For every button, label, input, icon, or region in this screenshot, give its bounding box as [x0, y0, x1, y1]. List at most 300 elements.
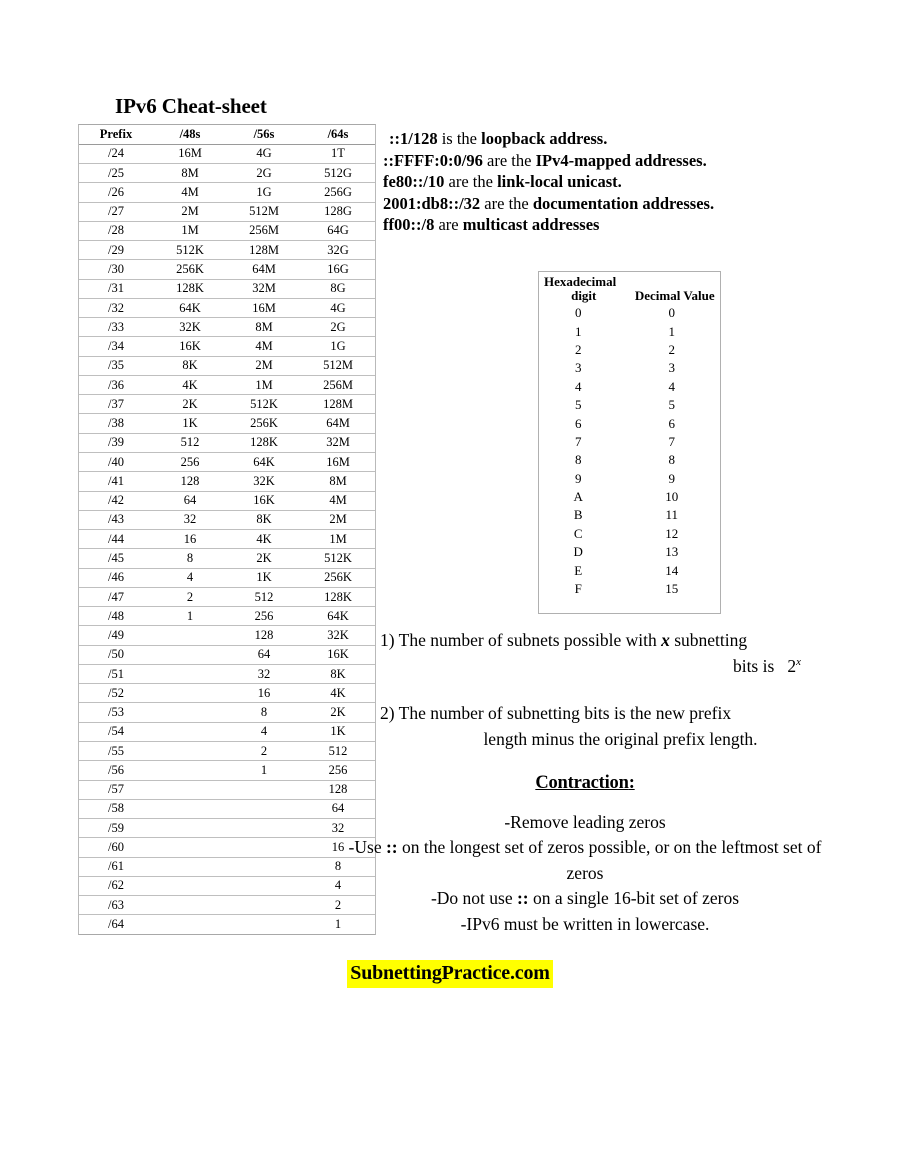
footer: [0, 960, 900, 988]
hex-digit-cell: 0: [575, 305, 582, 321]
hex-table-row: [539, 470, 720, 488]
note-subnetting-bits: [380, 701, 823, 752]
decimal-value-cell: 2: [668, 341, 675, 357]
prefix-cell: /33: [79, 318, 153, 337]
count-64s-cell: 32K: [301, 626, 375, 645]
prefix-cell: /50: [79, 645, 153, 664]
table-row: [79, 530, 375, 549]
count-48s-cell: 1M: [153, 221, 227, 240]
prefix-cell: /39: [79, 433, 153, 452]
prefix-cell: /64: [108, 917, 124, 932]
count-64s-cell: 1K: [301, 722, 375, 741]
hex-table-row: [539, 451, 720, 469]
prefix-cell: /45: [79, 549, 153, 568]
note1-power-exponent: x: [796, 655, 801, 668]
count-64s-cell: 16K: [301, 645, 375, 664]
prefix-table: [78, 124, 376, 935]
contraction-heading: [345, 770, 825, 797]
count-48s-cell: [153, 645, 227, 664]
hex-digit-cell: C: [573, 525, 583, 541]
count-48s-cell: [153, 819, 227, 838]
hex-digit-cell: F: [574, 581, 582, 597]
count-56s-cell: 64: [227, 645, 301, 664]
contraction-rules-list: [345, 810, 825, 938]
count-48s-cell: 8M: [153, 164, 227, 183]
table-row: [79, 414, 375, 433]
count-56s-cell: 512M: [227, 202, 301, 221]
hex-table-row: [539, 525, 720, 543]
count-48s-cell: 64K: [153, 298, 227, 317]
decimal-value-cell: 15: [665, 581, 679, 597]
count-64s-cell: 1T: [301, 144, 375, 163]
count-64s-cell: 64: [301, 799, 375, 818]
count-48s-cell: 4: [153, 568, 227, 587]
count-56s-cell: 64K: [227, 453, 301, 472]
hex-digit-cell: 7: [575, 433, 582, 449]
count-56s-cell: 256K: [227, 414, 301, 433]
prefix-cell: /52: [79, 684, 153, 703]
column-header-48s: /48s: [153, 125, 227, 144]
count-64s-cell: 1M: [301, 530, 375, 549]
table-row: [79, 202, 375, 221]
decimal-value-cell: 12: [665, 525, 679, 541]
count-64s-cell: 4M: [301, 491, 375, 510]
address-term: documentation addresses.: [532, 193, 715, 213]
count-48s-cell: 8K: [153, 356, 227, 375]
hex-header-line2: digit: [571, 288, 597, 303]
address-note-ipv4-mapped: [383, 150, 823, 172]
count-64s-cell: 64M: [301, 414, 375, 433]
count-56s-cell: 2: [227, 742, 301, 761]
address-term: IPv4-mapped addresses.: [535, 150, 707, 170]
decimal-value-cell: 9: [668, 470, 675, 486]
count-48s-cell: 1: [153, 607, 227, 626]
prefix-cell: /38: [79, 414, 153, 433]
count-48s-cell: 256K: [153, 260, 227, 279]
count-48s-cell: [153, 915, 227, 934]
contraction-title-colon: :: [628, 773, 635, 793]
decimal-value-cell: 1: [668, 323, 675, 339]
count-56s-cell: 16K: [227, 491, 301, 510]
count-48s-cell: [153, 876, 227, 895]
count-64s-cell: 64G: [301, 221, 375, 240]
decimal-value-cell: 8: [668, 452, 675, 468]
decimal-value-cell: 7: [668, 433, 675, 449]
count-56s-cell: 16: [227, 684, 301, 703]
count-64s-cell: 4G: [301, 298, 375, 317]
hex-table-row: [539, 322, 720, 340]
hex-table-row: [539, 488, 720, 506]
count-48s-cell: 2: [153, 587, 227, 606]
count-56s-cell: 2K: [227, 549, 301, 568]
table-row: [79, 356, 375, 375]
count-48s-cell: 32K: [153, 318, 227, 337]
table-row: [79, 780, 375, 799]
hex-table-row: [539, 543, 720, 561]
note1-text-a: 1) The number of subnets possible with: [380, 630, 662, 650]
table-row: [79, 144, 375, 163]
count-64s-cell: 512M: [301, 356, 375, 375]
count-64s-cell: 16: [301, 838, 375, 857]
table-row: [79, 915, 375, 934]
address-note-documentation: [383, 193, 823, 215]
prefix-cell: /27: [79, 202, 153, 221]
table-row: [79, 896, 375, 915]
hex-table-row: [539, 414, 720, 432]
count-56s-cell: 1M: [227, 375, 301, 394]
hex-digit-cell: 4: [575, 378, 582, 394]
prefix-cell: /28: [79, 221, 153, 240]
prefix-cell: /56: [79, 761, 153, 780]
column-header-56s: /56s: [227, 125, 301, 144]
column-header-hex-digit: [539, 275, 630, 304]
contraction-rule-remove-leading-zeros: -Remove leading zeros: [504, 811, 666, 832]
count-64s-cell: 32G: [301, 241, 375, 260]
address-term: loopback address.: [481, 129, 608, 148]
table-row: [79, 375, 375, 394]
prefix-cell: /59: [79, 819, 153, 838]
count-64s-cell: 128K: [301, 587, 375, 606]
table-row: [79, 607, 375, 626]
count-48s-cell: 16M: [153, 144, 227, 163]
rule2-text-a: -Use: [348, 837, 386, 857]
prefix-cell: /47: [79, 587, 153, 606]
prefix-cell: /43: [79, 510, 153, 529]
decimal-value-cell: 11: [665, 507, 679, 523]
count-48s-cell: 128: [153, 472, 227, 491]
table-row: [79, 549, 375, 568]
count-64s-cell: 2G: [301, 318, 375, 337]
hex-table-row: [539, 378, 720, 396]
count-48s-cell: 64: [153, 491, 227, 510]
prefix-cell: /44: [79, 530, 153, 549]
hex-digit-cell: E: [574, 562, 583, 578]
contraction-section: [345, 770, 825, 937]
address-prefix: 2001:db8::/32: [383, 193, 481, 213]
count-64s-cell: 512G: [301, 164, 375, 183]
count-48s-cell: [153, 838, 227, 857]
address-prefix: ff00::/8: [383, 215, 435, 235]
hex-table-row: [539, 304, 720, 322]
hex-header-line1: Hexadecimal: [544, 274, 617, 289]
table-row: [79, 472, 375, 491]
count-64s-cell: 2K: [301, 703, 375, 722]
count-56s-cell: 2M: [227, 356, 301, 375]
prefix-cell: /35: [79, 356, 153, 375]
decimal-value-cell: 6: [668, 415, 675, 431]
address-notes-list: [383, 128, 823, 236]
decimal-value-cell: 4: [668, 378, 675, 394]
address-note-link-local: [383, 171, 823, 193]
table-row: [79, 703, 375, 722]
count-48s-cell: [153, 799, 227, 818]
count-48s-cell: [153, 703, 227, 722]
count-56s-cell: 256: [227, 607, 301, 626]
table-row: [79, 395, 375, 414]
prefix-cell: /42: [79, 491, 153, 510]
count-64s-cell: 4: [301, 876, 375, 895]
address-note-multicast: [383, 214, 823, 236]
column-header-decimal-value: Decimal Value: [634, 288, 715, 303]
hex-table-row: [539, 396, 720, 414]
count-56s-cell: 4K: [227, 530, 301, 549]
count-64s-cell: 128M: [301, 395, 375, 414]
hexadecimal-table: [538, 271, 721, 614]
address-connector: are: [434, 215, 463, 235]
table-row: [79, 260, 375, 279]
address-term: link-local unicast.: [497, 172, 622, 192]
count-48s-cell: [153, 742, 227, 761]
count-64s-cell: 4K: [301, 684, 375, 703]
count-56s-cell: [227, 819, 301, 838]
count-64s-cell: 256M: [301, 375, 375, 394]
count-64s-cell: 128G: [301, 202, 375, 221]
decimal-value-cell: 10: [665, 489, 679, 505]
count-48s-cell: [153, 626, 227, 645]
rule3-text-b: on a single 16-bit set of zeros: [528, 888, 740, 908]
rule2-double-colon: ::: [385, 837, 398, 857]
count-56s-cell: [227, 915, 301, 934]
table-row: [79, 799, 375, 818]
decimal-value-cell: 14: [665, 562, 679, 578]
prefix-cell: /30: [79, 260, 153, 279]
count-56s-cell: 4G: [227, 144, 301, 163]
hex-digit-cell: 6: [575, 415, 582, 431]
table-row: [79, 645, 375, 664]
prefix-cell: /63: [79, 896, 153, 915]
count-56s-cell: 1: [227, 761, 301, 780]
prefix-cell: /25: [79, 164, 153, 183]
prefix-cell: /61: [79, 857, 153, 876]
count-48s-cell: [153, 761, 227, 780]
count-64s-cell: 8: [301, 857, 375, 876]
count-56s-cell: [227, 799, 301, 818]
prefix-cell: /55: [79, 742, 153, 761]
table-row: [79, 241, 375, 260]
contraction-rule-longest-zeros: [345, 835, 825, 886]
count-48s-cell: [153, 780, 227, 799]
address-connector: are the: [444, 172, 498, 192]
count-64s-cell: 2: [301, 896, 375, 915]
hex-table-row: [539, 561, 720, 579]
count-64s-cell: 8M: [301, 472, 375, 491]
count-48s-cell: [153, 857, 227, 876]
count-48s-cell: [153, 664, 227, 683]
prefix-cell: /41: [79, 472, 153, 491]
count-48s-cell: 4K: [153, 375, 227, 394]
hex-digit-cell: A: [573, 489, 583, 505]
table-row: [79, 491, 375, 510]
count-56s-cell: 8: [227, 703, 301, 722]
count-56s-cell: [227, 838, 301, 857]
count-56s-cell: 256M: [227, 221, 301, 240]
note1-variable: x: [661, 630, 670, 650]
count-64s-cell: 512K: [301, 549, 375, 568]
prefix-cell: /32: [79, 298, 153, 317]
prefix-cell: /46: [79, 568, 153, 587]
count-48s-cell: 16: [153, 530, 227, 549]
count-56s-cell: 128M: [227, 241, 301, 260]
column-header-prefix: Prefix: [79, 125, 153, 144]
count-64s-cell: 512: [301, 742, 375, 761]
table-row: [79, 183, 375, 202]
count-56s-cell: 32M: [227, 279, 301, 298]
count-64s-cell: 16M: [301, 453, 375, 472]
hex-digit-cell: 9: [575, 470, 582, 486]
count-64s-cell: 2M: [301, 510, 375, 529]
hex-table-row: [539, 433, 720, 451]
count-56s-cell: 512: [227, 587, 301, 606]
table-row: [79, 568, 375, 587]
address-prefix: ::1/128: [389, 129, 438, 148]
note2-line1: 2) The number of subnetting bits is the new prefix: [380, 703, 732, 723]
count-56s-cell: [227, 857, 301, 876]
count-64s-cell: 1: [334, 917, 342, 932]
count-56s-cell: [227, 896, 301, 915]
prefix-cell: /29: [79, 241, 153, 260]
count-64s-cell: 256: [301, 761, 375, 780]
count-48s-cell: 128K: [153, 279, 227, 298]
address-connector: are the: [482, 150, 536, 170]
note2-line2: length minus the original prefix length.: [483, 728, 758, 749]
count-48s-cell: 8: [153, 549, 227, 568]
address-prefix: ::FFFF:0:0/96: [383, 150, 483, 170]
note1-bits-is: bits is: [732, 655, 779, 676]
prefix-cell: /31: [79, 279, 153, 298]
hex-digit-cell: D: [573, 544, 583, 560]
note1-power-base: 2: [787, 655, 797, 676]
count-64s-cell: 128: [301, 780, 375, 799]
count-64s-cell: 64K: [301, 607, 375, 626]
count-64s-cell: 256K: [301, 568, 375, 587]
note1-text-b: subnetting: [669, 630, 748, 650]
prefix-cell: /48: [79, 607, 153, 626]
hex-table-header-row: [539, 275, 720, 304]
prefix-cell: /36: [79, 375, 153, 394]
numbered-notes: [380, 628, 823, 752]
prefix-table-header-row: [79, 125, 375, 144]
count-48s-cell: 1K: [153, 414, 227, 433]
hex-digit-cell: 3: [575, 360, 582, 376]
table-row: [79, 587, 375, 606]
table-row: [79, 684, 375, 703]
prefix-cell: /58: [79, 799, 153, 818]
count-56s-cell: 512K: [227, 395, 301, 414]
count-56s-cell: 16M: [227, 298, 301, 317]
table-row: [79, 279, 375, 298]
hex-table-row: [539, 506, 720, 524]
hex-digit-cell: 1: [575, 323, 582, 339]
count-56s-cell: 1K: [227, 568, 301, 587]
count-48s-cell: 256: [153, 453, 227, 472]
count-48s-cell: 512K: [153, 241, 227, 260]
count-48s-cell: 4M: [153, 183, 227, 202]
count-56s-cell: 32K: [227, 472, 301, 491]
hex-table-row: [539, 580, 720, 598]
count-56s-cell: 128K: [227, 433, 301, 452]
decimal-value-cell: 5: [668, 397, 675, 413]
prefix-cell: /40: [79, 453, 153, 472]
prefix-cell: /49: [79, 626, 153, 645]
prefix-cell: /24: [79, 144, 153, 163]
table-row: [79, 453, 375, 472]
note1-line2: [380, 654, 823, 680]
contraction-rule-lowercase: -IPv6 must be written in lowercase.: [460, 913, 710, 934]
decimal-value-cell: 3: [668, 360, 675, 376]
count-56s-cell: 64M: [227, 260, 301, 279]
count-56s-cell: 4: [227, 722, 301, 741]
count-64s-cell: 32M: [301, 433, 375, 452]
rule3-text-a: -Do not use: [430, 888, 517, 908]
table-row: [79, 164, 375, 183]
note-subnets-formula: [380, 628, 823, 679]
decimal-value-cell: 13: [665, 544, 679, 560]
count-64s-cell: 16G: [301, 260, 375, 279]
count-64s-cell: 1G: [301, 337, 375, 356]
hex-table-row: [539, 359, 720, 377]
count-56s-cell: 1G: [227, 183, 301, 202]
hex-digit-cell: 8: [575, 452, 582, 468]
prefix-cell: /37: [79, 395, 153, 414]
count-48s-cell: 2M: [153, 202, 227, 221]
address-prefix: fe80::/10: [383, 172, 445, 192]
table-row: [79, 433, 375, 452]
table-row: [79, 318, 375, 337]
count-64s-cell: 8G: [301, 279, 375, 298]
table-row: [79, 742, 375, 761]
prefix-cell: /54: [79, 722, 153, 741]
count-48s-cell: [153, 684, 227, 703]
count-48s-cell: [153, 722, 227, 741]
prefix-cell: /26: [79, 183, 153, 202]
table-row: [79, 819, 375, 838]
count-56s-cell: 8M: [227, 318, 301, 337]
decimal-value-cell: 0: [668, 305, 675, 321]
count-48s-cell: [153, 896, 227, 915]
prefix-cell: /51: [79, 664, 153, 683]
contraction-rule-single-group: [345, 886, 825, 912]
count-48s-cell: 512: [153, 433, 227, 452]
count-48s-cell: 32: [153, 510, 227, 529]
count-48s-cell: 2K: [153, 395, 227, 414]
page-title: IPv6 Cheat-sheet: [115, 94, 267, 118]
table-row: [79, 510, 375, 529]
prefix-cell: /53: [79, 703, 153, 722]
column-header-64s: /64s: [301, 125, 375, 144]
prefix-cell: /60: [79, 838, 153, 857]
table-row: [79, 857, 375, 876]
site-link[interactable]: SubnettingPractice.com: [347, 960, 552, 988]
table-row: [79, 337, 375, 356]
table-row: [79, 838, 375, 857]
prefix-cell: /57: [79, 780, 153, 799]
table-row: [79, 876, 375, 895]
prefix-cell: /62: [79, 876, 153, 895]
table-row: [79, 761, 375, 780]
address-connector: are the: [480, 193, 533, 213]
rule3-double-colon: ::: [516, 888, 529, 908]
count-64s-cell: 256G: [301, 183, 375, 202]
count-64s-cell: 8K: [301, 664, 375, 683]
rule2-text-b: on the longest set of zeros possible, or on the leftmost set of zeros: [397, 837, 822, 883]
address-connector: is the: [437, 129, 482, 148]
table-row: [79, 221, 375, 240]
count-56s-cell: 128: [227, 626, 301, 645]
hex-table-row: [539, 341, 720, 359]
count-56s-cell: 32: [227, 664, 301, 683]
hex-digit-cell: B: [573, 507, 583, 523]
count-56s-cell: 2G: [227, 164, 301, 183]
